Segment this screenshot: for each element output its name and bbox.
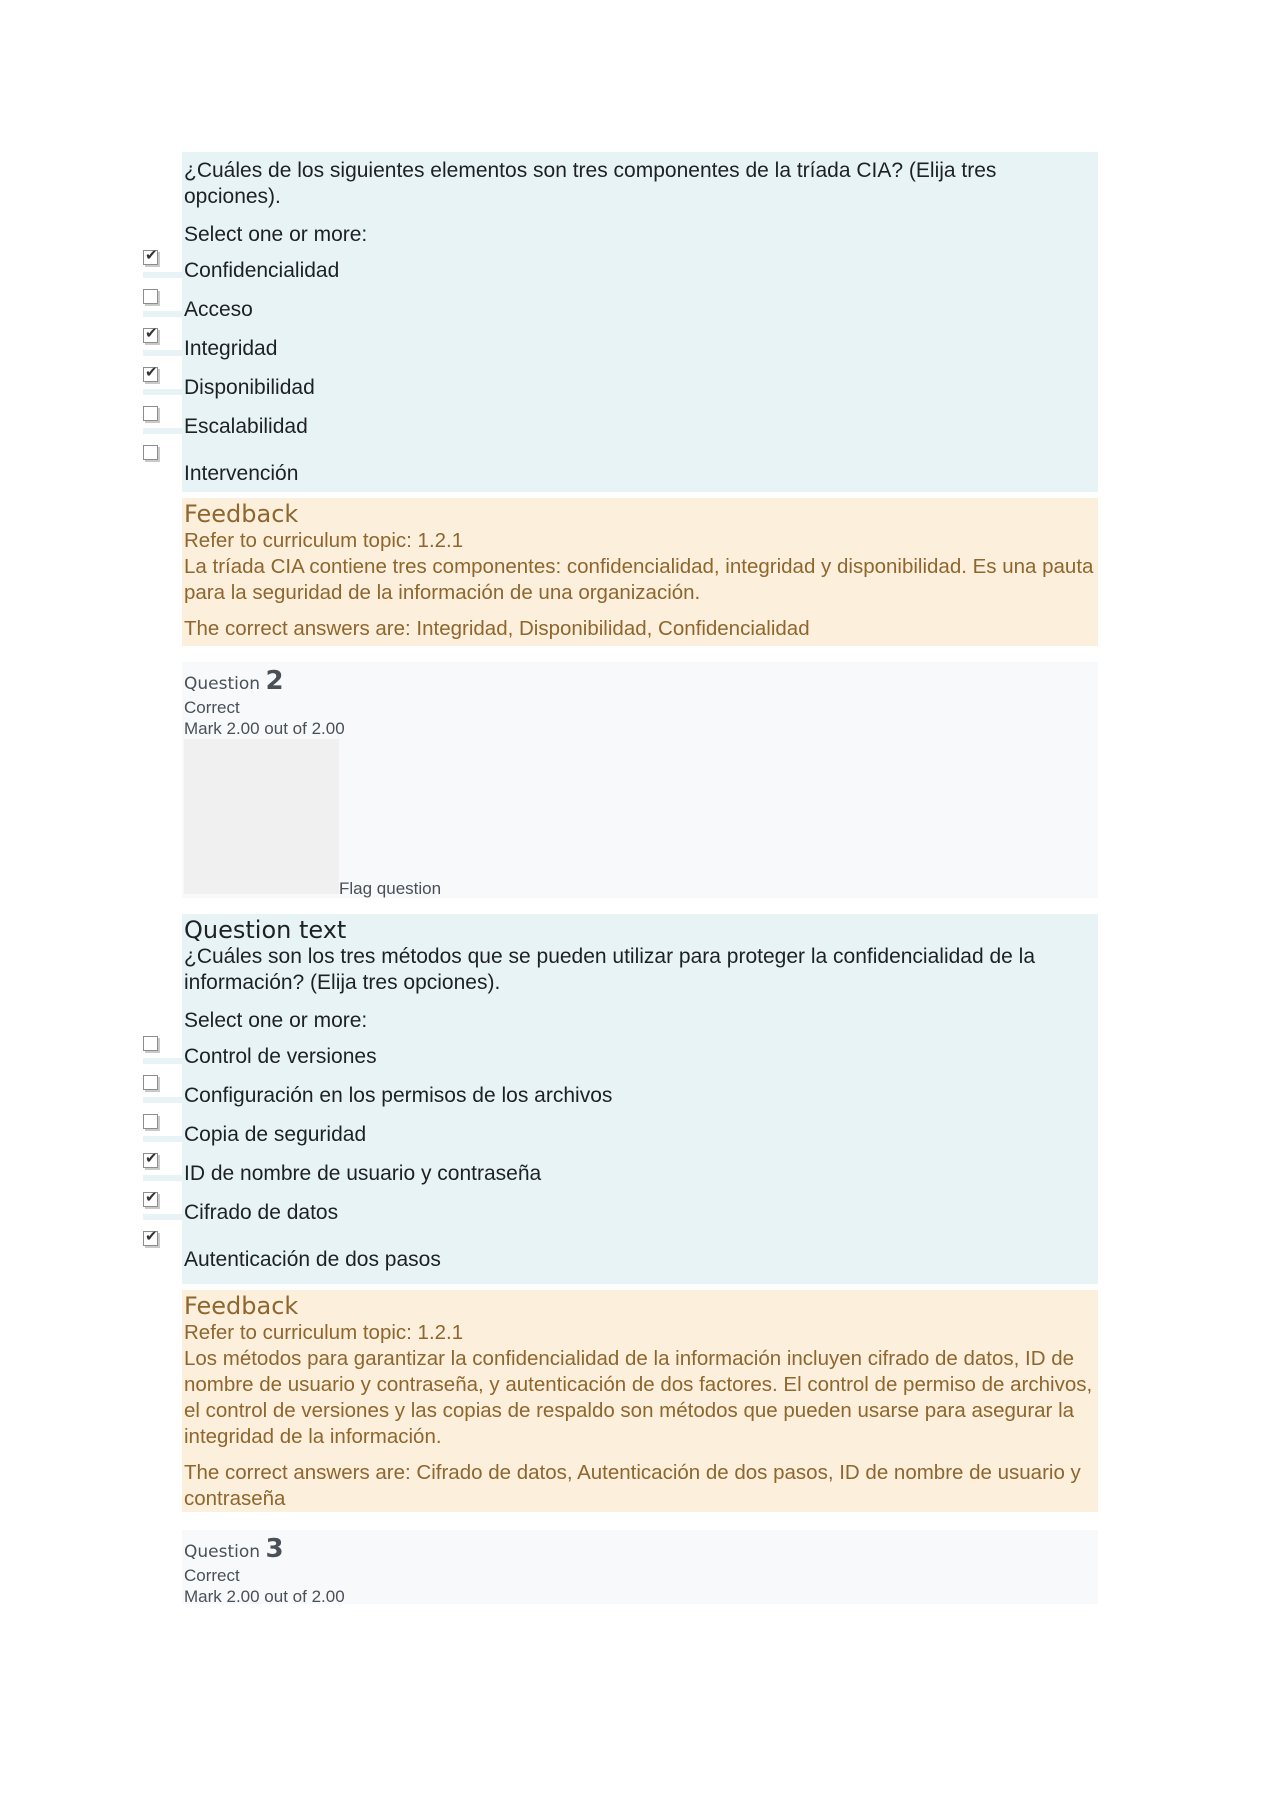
q2-answer-0[interactable] — [184, 1034, 1096, 1073]
q2-formulation — [145, 914, 1098, 1284]
checkbox[interactable] — [143, 325, 158, 343]
q1-answer-4[interactable] — [184, 404, 1096, 443]
question-text-heading: Question text — [184, 916, 347, 944]
q1-answer-3[interactable] — [145, 364, 1096, 404]
feedback-topic: Refer to curriculum topic: 1.2.1 — [184, 529, 464, 552]
checkmark-icon: ✔ — [145, 247, 158, 264]
q1-answer-2[interactable] — [145, 325, 1096, 365]
feedback-right-answer: The correct answers are: Cifrado de datos, Autenticación de dos pasos, ID de nombre de usuario y contraseña — [184, 1461, 1081, 1510]
q2-grade: Mark 2.00 out of 2.00 — [184, 719, 345, 738]
checkbox[interactable] — [143, 445, 158, 460]
feedback-topic: Refer to curriculum topic: 1.2.1 — [184, 1321, 464, 1344]
feedback-title: Feedback — [184, 500, 299, 528]
q1-answer-1[interactable] — [184, 287, 1096, 326]
q2-state: Correct — [184, 698, 240, 717]
q2-answer-list — [145, 1034, 1096, 1275]
q1-feedback — [182, 498, 1098, 646]
answer-label: Escalabilidad — [184, 415, 308, 438]
checkmark-icon: ✔ — [145, 1228, 158, 1245]
checkmark-icon: ✔ — [145, 1150, 158, 1167]
q1-question-text: ¿Cuáles de los siguientes elementos son tres componentes de la tríada CIA? (Elija tres opciones). — [184, 159, 997, 208]
question-label: Question — [184, 1542, 261, 1562]
q1-formulation — [145, 152, 1098, 492]
q1-answer-list — [145, 247, 1096, 489]
q3-state: Correct — [184, 1566, 240, 1585]
q2-answer-1[interactable] — [184, 1073, 1096, 1112]
q2-answer-3[interactable] — [145, 1150, 1096, 1190]
answer-label: Confidencialidad — [184, 259, 340, 282]
checkbox[interactable] — [143, 1114, 158, 1129]
checkbox[interactable] — [143, 289, 158, 304]
checkbox[interactable] — [143, 1075, 158, 1090]
answer-label: Autenticación de dos pasos — [184, 1248, 441, 1271]
answer-label: Acceso — [184, 298, 253, 321]
feedback-right-answer: The correct answers are: Integridad, Disponibilidad, Confidencialidad — [184, 617, 810, 640]
checkbox[interactable] — [143, 1150, 158, 1168]
q1-answer-5[interactable] — [184, 443, 1096, 489]
question-label: Question — [184, 674, 261, 694]
feedback-title: Feedback — [184, 1292, 299, 1320]
question-number: 3 — [265, 1534, 284, 1564]
answer-label: Cifrado de datos — [184, 1201, 339, 1224]
answer-label: Intervención — [184, 462, 299, 485]
answer-label: Configuración en los permisos de los archivos — [184, 1084, 613, 1107]
q2-answer-5[interactable] — [145, 1228, 1096, 1275]
checkbox[interactable] — [143, 1189, 158, 1207]
flag-question-label[interactable]: Flag question — [339, 879, 442, 898]
flag-question[interactable] — [184, 739, 1096, 901]
checkbox[interactable] — [143, 1228, 158, 1246]
question-number: 2 — [265, 666, 284, 696]
feedback-explanation: Los métodos para garantizar la confidencialidad de la información incluyen cifrado de datos, ID de nombre de usuario y contraseña, y autenticación de dos factores. El control de permiso de archivos, el control de versiones y las copias de respaldo son métodos que pueden usarse para asegurar la integridad de la información. — [184, 1347, 1093, 1448]
answer-label: Copia de seguridad — [184, 1123, 367, 1146]
q3-number — [184, 1536, 1096, 1565]
checkmark-icon: ✔ — [145, 364, 158, 381]
feedback-explanation: La tríada CIA contiene tres componentes: confidencialidad, integridad y disponibilidad. Es una pauta para la seguridad de la información de una organización. — [184, 555, 1094, 604]
checkbox[interactable] — [143, 364, 158, 382]
checkbox[interactable] — [143, 1036, 158, 1051]
q2-info — [182, 662, 1098, 898]
answer-label: ID de nombre de usuario y contraseña — [184, 1162, 542, 1185]
q2-feedback — [182, 1290, 1098, 1512]
q2-answer-4[interactable] — [145, 1189, 1096, 1229]
checkbox[interactable] — [143, 406, 158, 421]
q2-answer-2[interactable] — [184, 1112, 1096, 1151]
checkbox[interactable] — [143, 247, 158, 265]
flag-icon[interactable] — [184, 739, 339, 894]
answer-label: Disponibilidad — [184, 376, 315, 399]
q3-grade: Mark 2.00 out of 2.00 — [184, 1587, 345, 1606]
answer-label: Control de versiones — [184, 1045, 377, 1068]
checkmark-icon: ✔ — [145, 1189, 158, 1206]
q2-question-text: ¿Cuáles son los tres métodos que se pueden utilizar para proteger la confidencialidad de la información? (Elija tres opciones). — [184, 945, 1036, 994]
q1-answer-0[interactable] — [145, 247, 1096, 287]
q1-prompt: Select one or more: — [184, 223, 368, 246]
answer-label: Integridad — [184, 337, 278, 360]
q2-number — [184, 668, 1096, 697]
q2-prompt: Select one or more: — [184, 1009, 368, 1032]
checkmark-icon: ✔ — [145, 325, 158, 342]
q3-info — [182, 1530, 1098, 1604]
